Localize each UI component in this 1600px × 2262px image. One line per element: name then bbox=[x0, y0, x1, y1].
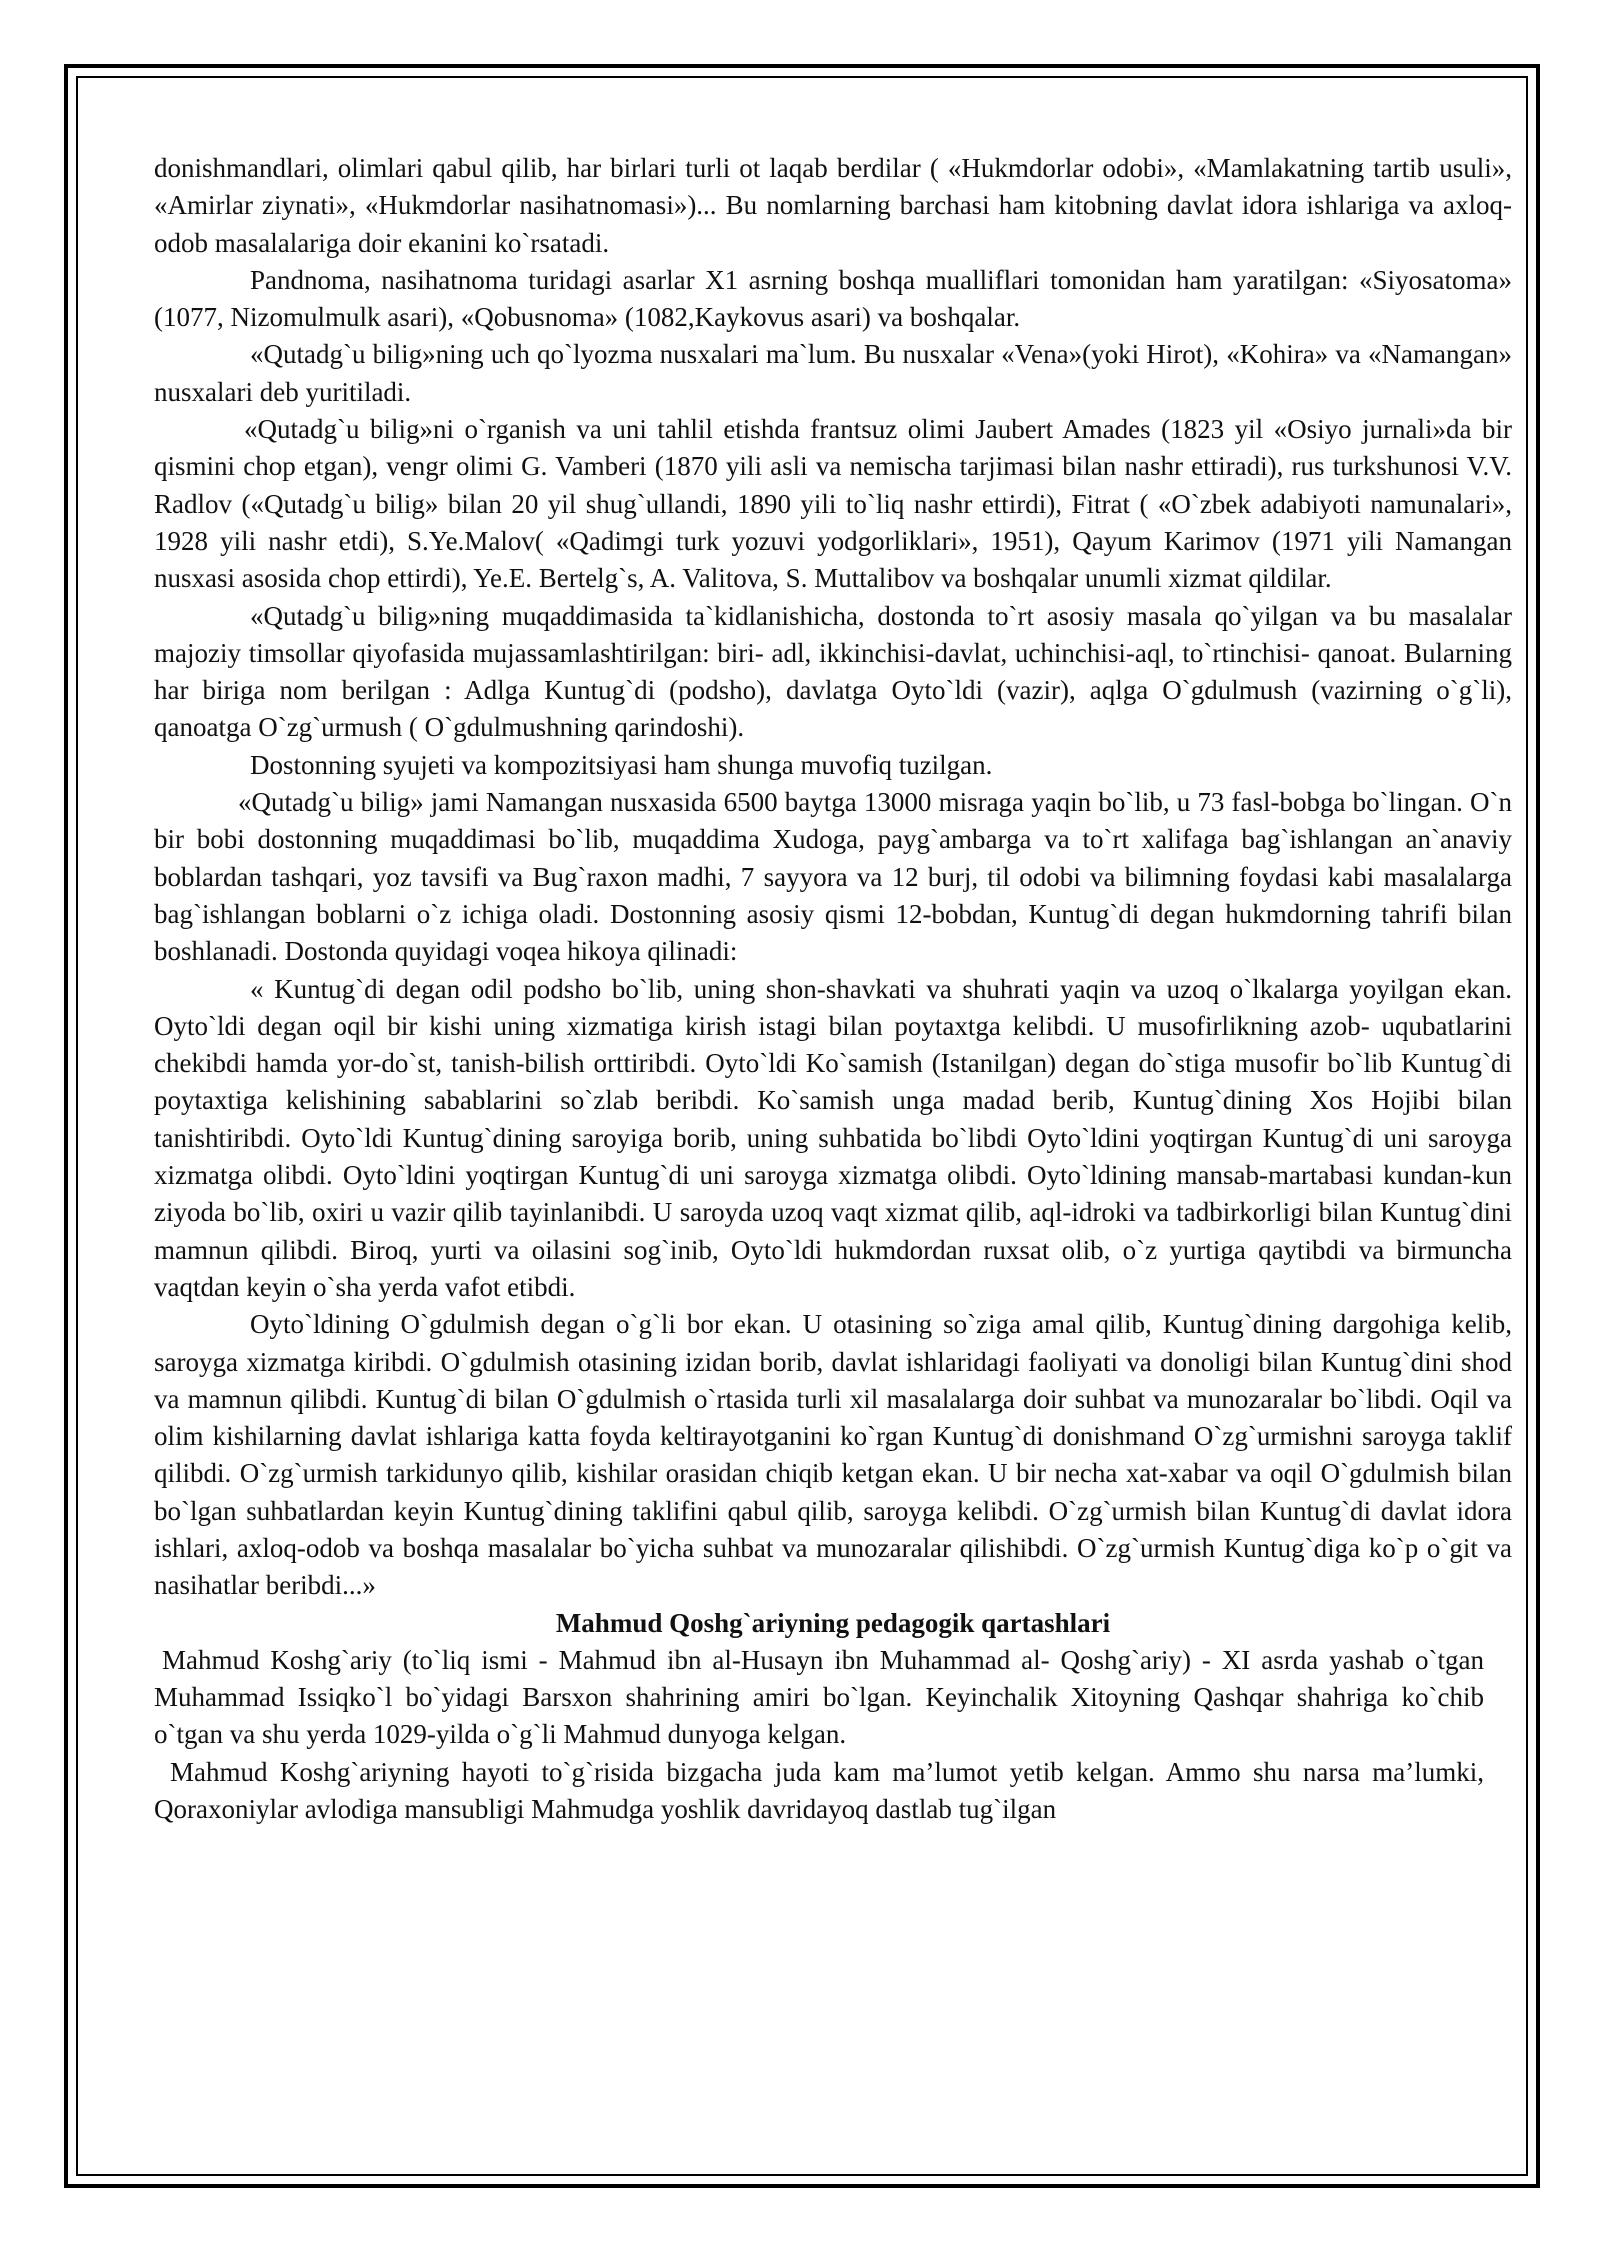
section-paragraph-2: Mahmud Koshg`ariyning hayoti to`g`risida bizgacha juda kam ma’lumot yetib kelgan. Ammo shu narsa ma’lumki, Qoraxoniylar avlodiga mansubligi Mahmudga yoshlik davridayoq dastlab tug`ilgan bbox=[154, 1756, 1484, 1825]
paragraph-9: Oyto`ldining O`gdulmish degan o`g`li bor ekan. U otasining so`ziga amal qilib, Kuntug`dining dargohiga kelib, saroyga xizmatga kiribdi. O`gdulmish otasining izidan borib, davlat ishlaridagi faoliyati va donoligi bilan Kuntug`dini shod va mamnun qilibdi. Kuntug`di bilan O`gdulmish o`rtasida turli xil masalalarga doir suhbat va munozaralar bo`libdi. Oqil va olim kishilarning davlat ishlariga katta foyda keltirayotganini ko`rgan Kuntug`di donishmand O`zg`urmishni saroyga taklif qilibdi. O`zg`urmish tarkidunyo qilib, kishilar orasidan chiqib ketgan ekan. U bir necha xat-xabar va oqil O`gdulmish bilan bo`lgan suhbatlardan keyin Kuntug`dining taklifini qabul qilib, saroyga kelibdi. O`zg`urmish bilan Kuntug`di davlat idora ishlari, axloq-odob va boshqa masalalar bo`yicha suhbat va munozaralar qilishibdi. O`zg`urmish Kuntug`diga ko`p o`git va nasihatlar beribdi...» bbox=[154, 1309, 1512, 1601]
paragraph-2: Pandnoma, nasihatnoma turidagi asarlar X1 asrning boshqa mualliflari tomonidan ham yaratilgan: «Siyosatoma» (1077, Nizomulmulk asari), «Qobusnoma» (1082,Kaykovus asari) va boshqalar. bbox=[154, 264, 1512, 333]
paragraph-1: donishmandlari, olimlari qabul qilib, har birlari turli ot laqab berdilar ( «Hukmdorlar odobi», «Mamlakatning tartib usuli», «Amirlar ziynati», «Hukmdorlar nasihatnomasi»)... Bu nomlarning barchasi ham kitobning davlat idora ishlariga va axloq-odob masalalariga doir ekanini ko`rsatadi. bbox=[154, 153, 1512, 258]
paragraph-5: «Qutadg`u bilig»ning muqaddimasida ta`kidlanishicha, dostonda to`rt asosiy masala qo`yilgan va bu masalalar majoziy timsollar qiyofasida mujassamlashtirilgan: biri- adl, ikkinchisi-davlat, uchinchisi-aql, to`rtinchisi- qanoat. Bularning har biriga nom berilgan : Adlga Kuntug`di (podsho), davlatga Oyto`ldi (vazir), aqlga O`gdulmush (vazirning o`g`li), qanoatga O`zg`urmush ( O`gdulmushning qarindoshi). bbox=[154, 600, 1512, 743]
paragraph-4: «Qutadg`u bilig»ni o`rganish va uni tahlil etishda frantsuz olimi Jaubert Amades (1823 yil «Osiyo jurnali»da bir qismini chop etgan), vengr olimi G. Vamberi (1870 yili asli va nemischa tarjimasi bilan nashr ettiradi), rus turkshunosi V.V. Radlov («Qutadg`u bilig» bilan 20 yil shug`ullandi, 1890 yili to`liq nashr ettirdi), Fitrat ( «O`zbek adabiyoti namunalari», 1928 yili nashr etdi), S.Ye.Malov( «Qadimgi turk yozuvi yodgorliklari», 1951), Qayum Karimov (1971 yili Namangan nusxasi asosida chop ettirdi), Ye.E. Bertelg`s, A. Valitova, S. Muttalibov va boshqalar unumli xizmat qildilar. bbox=[154, 414, 1512, 594]
paragraph-6: Dostonning syujeti va kompozitsiyasi ham shunga muvofiq tuzilgan. bbox=[250, 749, 993, 780]
paragraph-8: « Kuntug`di degan odil podsho bo`lib, uning shon-shavkati va shuhrati yaqin va uzoq o`lkalarga yoyilgan ekan. Oyto`ldi degan oqil bir kishi uning xizmatiga kirish istagi bilan poytaxtga kelibdi. U musofirlikning azob- uqubatlarini chekibdi hamda yor-do`st, tanish-bilish orttiribdi. Oyto`ldi Ko`samish (Istanilgan) degan do`stiga musofir bo`lib Kuntug`di poytaxtiga kelishining sabablarini so`zlab beribdi. Ko`samish unga madad berib, Kuntug`dining Xos Hojibi bilan tanishtiribdi. Oyto`ldi Kuntug`dining saroyiga borib, uning suhbatida bo`libdi Oyto`ldini yoqtirgan Kuntug`di uni saroyga xizmatga olibdi. Oyto`ldini yoqtirgan Kuntug`di uni saroyga xizmatga olibdi. Oyto`ldining mansab-martabasi kundan-kun ziyoda bo`lib, oxiri u vazir qilib tayinlanibdi. U saroyda uzoq vaqt xizmat qilib, aql-idroki va tadbirkorligi bilan Kuntug`dini mamnun qilibdi. Biroq, yurti va oilasini sog`inib, Oyto`ldi hukmdordan ruxsat olib, o`z yurtiga qaytibdi va birmuncha vaqtdan keyin o`sha yerda vafot etibdi. bbox=[154, 973, 1512, 1302]
paragraph-3: «Qutadg`u bilig»ning uch qo`lyozma nusxalari ma`lum. Bu nusxalar «Vena»(yoki Hirot), «Kohira» va «Namangan» nusxalari deb yuritiladi. bbox=[154, 339, 1512, 407]
section-heading: Mahmud Qoshg`ariyning pedagogik qartashlari bbox=[555, 1607, 1111, 1638]
section-paragraph-1: Mahmud Koshg`ariy (to`liq ismi - Mahmud ibn al-Husayn ibn Muhammad al- Qoshg`ariy) - XI asrda yashab o`tgan Muhammad Issiqko`l bo`yidagi Barsxon shahrining amiri bo`lgan. Keyinchalik Xitoyning Qashqar shahriga ko`chib o`tgan va shu yerda 1029-yilda o`g`li Mahmud dunyoga kelgan. bbox=[154, 1644, 1484, 1750]
paragraph-7: «Qutadg`u bilig» jami Namangan nusxasida 6500 baytga 13000 misraga yaqin bo`lib, u 73 fasl-bobga bo`lingan. O`n bir bobi dostonning muqaddimasi bo`lib, muqaddima Xudoga, payg`ambarga va to`rt xalifaga bag`ishlangan an`anaviy boblardan tashqari, yoz tavsifi va Bug`raxon madhi, 7 sayyora va 12 burj, til odobi va bilimning foydasi kabi masalalarga bag`ishlangan boblarni o`z ichiga oladi. Dostonning asosiy qismi 12-bobdan, Kuntug`di degan hukmdorning tahrifi bilan boshlanadi. Dostonda quyidagi voqea hikoya qilinadi: bbox=[154, 787, 1512, 967]
document-body bbox=[154, 150, 1512, 1828]
